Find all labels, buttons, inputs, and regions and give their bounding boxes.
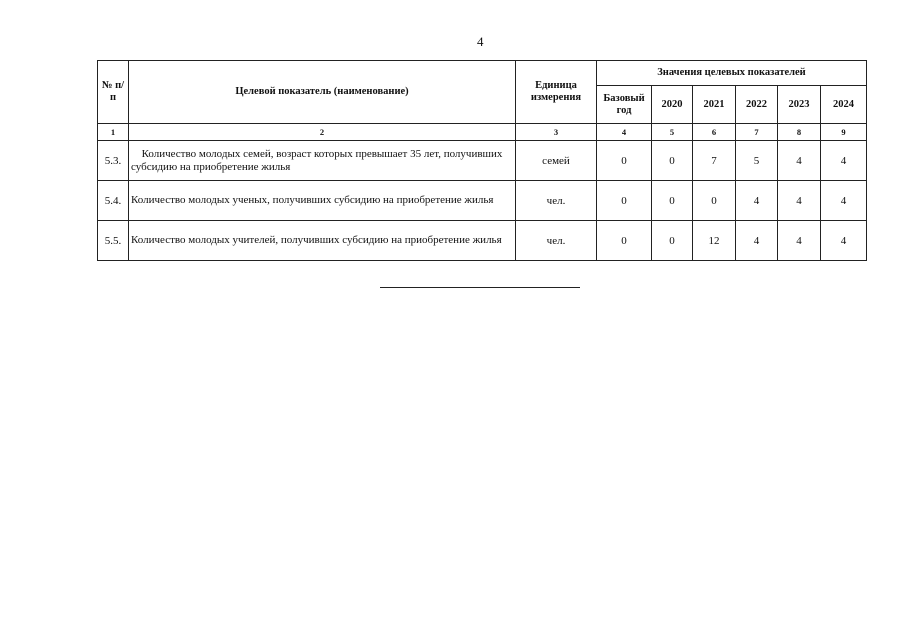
table-row: [98, 181, 867, 221]
base-year-value: 0: [597, 141, 652, 181]
year-value: 4: [821, 141, 867, 181]
column-index: 8: [778, 124, 821, 141]
target-indicators-table: [97, 60, 867, 261]
indicator-name: Количество молодых учителей, получивших субсидию на приобретение жилья: [129, 221, 516, 261]
year-value: 0: [652, 181, 693, 221]
year-value: 0: [652, 141, 693, 181]
header-year: 2023: [778, 86, 821, 124]
header-base-year: Базовый год: [597, 86, 652, 124]
base-year-value: 0: [597, 221, 652, 261]
year-value: 4: [778, 221, 821, 261]
table-row: [98, 221, 867, 261]
column-index: 2: [129, 124, 516, 141]
year-value: 4: [736, 221, 778, 261]
header-unit: Единица измерения: [516, 61, 597, 124]
year-value: 12: [693, 221, 736, 261]
unit-cell: чел.: [516, 221, 597, 261]
column-index: 4: [597, 124, 652, 141]
year-value: 4: [821, 181, 867, 221]
year-value: 0: [693, 181, 736, 221]
header-year: 2020: [652, 86, 693, 124]
column-index: 6: [693, 124, 736, 141]
column-index-row: [98, 124, 867, 141]
column-index: 1: [98, 124, 129, 141]
table-row: [98, 141, 867, 181]
header-year: 2021: [693, 86, 736, 124]
unit-cell: чел.: [516, 181, 597, 221]
indicator-name: Количество молодых ученых, получивших субсидию на приобретение жилья: [129, 181, 516, 221]
base-year-value: 0: [597, 181, 652, 221]
column-index: 7: [736, 124, 778, 141]
header-year: 2024: [821, 86, 867, 124]
column-index: 5: [652, 124, 693, 141]
year-value: 0: [652, 221, 693, 261]
year-value: 5: [736, 141, 778, 181]
header-indicator: Целевой показатель (наименование): [129, 61, 516, 124]
row-number: 5.5.: [98, 221, 129, 261]
end-of-table-rule: [380, 287, 580, 288]
unit-cell: семей: [516, 141, 597, 181]
column-index: 9: [821, 124, 867, 141]
indicator-name: Количество молодых семей, возраст которых превышает 35 лет, получивших субсидию на приобретение жилья: [129, 141, 516, 181]
header-year: 2022: [736, 86, 778, 124]
row-number: 5.3.: [98, 141, 129, 181]
year-value: 4: [821, 221, 867, 261]
header-num: № п/п: [98, 61, 129, 124]
row-number: 5.4.: [98, 181, 129, 221]
year-value: 4: [736, 181, 778, 221]
header-values-group: Значения целевых показателей: [597, 61, 867, 86]
year-value: 4: [778, 141, 821, 181]
year-value: 7: [693, 141, 736, 181]
year-value: 4: [778, 181, 821, 221]
header-row-top: [98, 61, 867, 86]
column-index: 3: [516, 124, 597, 141]
page-number: 4: [477, 34, 484, 49]
